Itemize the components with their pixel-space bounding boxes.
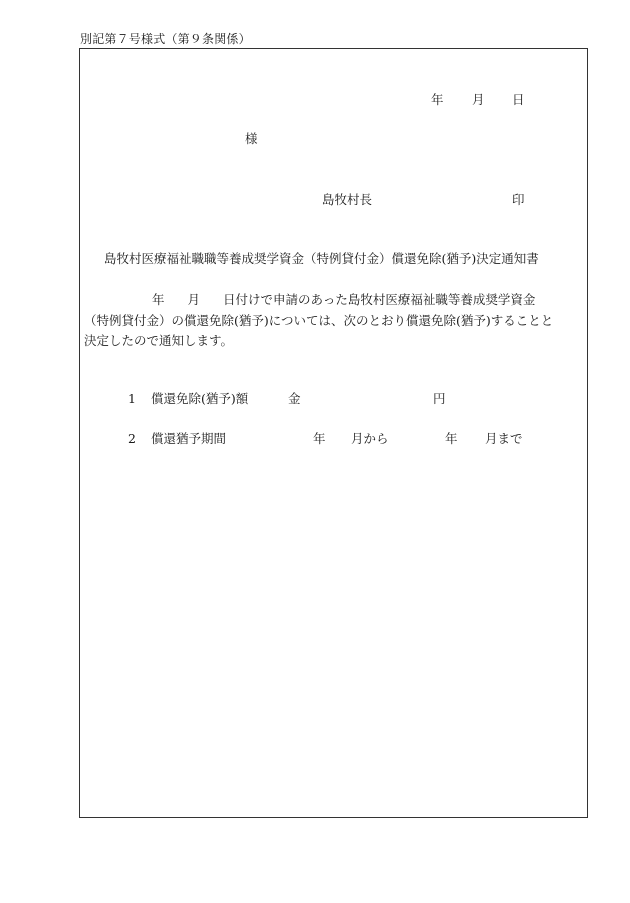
item-1-amount-suffix: 円 <box>433 391 446 406</box>
item-1-label: 償還免除(猶予)額 <box>151 391 249 406</box>
body-year: 年 <box>152 292 165 307</box>
issuer-name: 島牧村長 <box>322 192 373 207</box>
date-year-label: 年 <box>431 92 444 107</box>
body-line-3: 決定したので通知します。 <box>84 333 234 348</box>
item-2-label: 償還猶予期間 <box>151 431 227 446</box>
addressee-suffix: 様 <box>245 131 258 146</box>
date-month-label: 月 <box>472 92 485 107</box>
seal-mark: 印 <box>512 192 525 207</box>
item-1-amount-prefix: 金 <box>288 391 301 406</box>
body-line-2: （特例貸付金）の償還免除(猶予)については、次のとおり償還免除(猶予)することと <box>84 312 554 328</box>
item-2-to-month: 月まで <box>485 431 523 446</box>
body-line-1-rest: 日付けで申請のあった島牧村医療福祉職等養成奨学資金 <box>223 292 536 307</box>
item-2-from-year: 年 <box>313 431 326 446</box>
notice-body <box>84 290 584 352</box>
item-2-number: 2 <box>128 431 136 446</box>
item-2-from-month: 月から <box>351 431 389 446</box>
body-month: 月 <box>187 292 201 307</box>
item-2-to-year: 年 <box>445 431 458 446</box>
date-day-label: 日 <box>512 92 525 107</box>
item-1-number: 1 <box>128 391 136 406</box>
document-title: 島牧村医療福祉職職等養成奨学資金（特例貸付金）償還免除(猶予)決定通知書 <box>104 251 539 266</box>
body-line-1 <box>84 290 584 311</box>
form-number-label: 別記第７号様式（第９条関係） <box>80 32 251 46</box>
